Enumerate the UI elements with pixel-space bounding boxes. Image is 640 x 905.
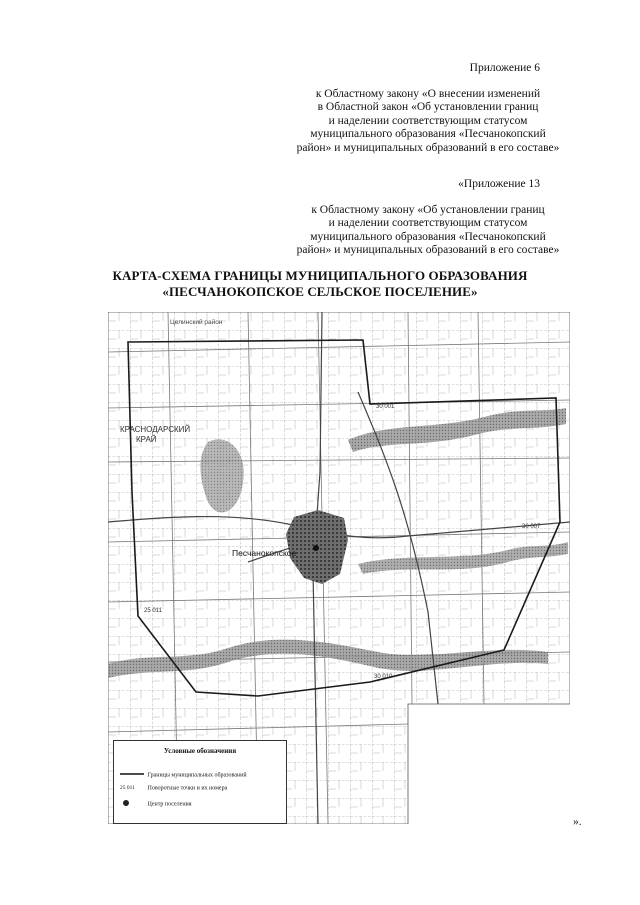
annex-6-line: муниципального образования «Песчанокопский bbox=[310, 128, 546, 140]
annex-13-line: район» и муниципальных образований в его составе» bbox=[296, 244, 560, 256]
legend-title: Условные обозначения bbox=[163, 747, 237, 755]
map-title-line-1: КАРТА-СХЕМА ГРАНИЦЫ МУНИЦИПАЛЬНОГО ОБРАЗОВАНИЯ bbox=[112, 268, 528, 283]
legend-row-boundary bbox=[120, 771, 247, 779]
closing-quote: ». bbox=[573, 816, 582, 828]
region-label: КРАСНОДАРСКИЙ bbox=[120, 425, 191, 434]
annex-6-line: район» и муниципальных образований в его составе» bbox=[296, 141, 560, 154]
turning-point-label: 30 010 bbox=[374, 674, 393, 680]
annex-13-header bbox=[268, 178, 588, 258]
legend-boundary-label: Границы муниципальных образований bbox=[147, 772, 247, 779]
map-legend bbox=[113, 740, 287, 824]
annex-13-line: и наделении соответствующим статусом bbox=[328, 217, 528, 229]
annex-6-title: Приложение 6 bbox=[469, 62, 540, 74]
turning-point-label: 25 011 bbox=[144, 608, 162, 614]
annex-6-line: и наделении соответствующим статусом bbox=[328, 114, 528, 127]
map-title bbox=[0, 268, 640, 299]
annex-13-line: муниципального образования «Песчанокопский bbox=[310, 230, 546, 243]
north-label: Целинский район bbox=[170, 319, 223, 326]
annex-6-line: в Областной закон «Об установлении границ bbox=[317, 101, 539, 113]
annex-13-line: к Областному закону «Об установлении границ bbox=[311, 203, 545, 216]
region-label-2: КРАЙ bbox=[136, 435, 157, 444]
legend-points-label: Поворотные точки и их номера bbox=[147, 785, 228, 792]
center-dot-icon bbox=[120, 799, 146, 809]
annex-6-header bbox=[268, 62, 588, 155]
turning-point-icon: 25 011 bbox=[120, 785, 135, 791]
annex-6-line: к Областному закону «О внесении изменений bbox=[315, 87, 541, 100]
turning-point-label: 30 001 bbox=[376, 404, 395, 410]
legend-row-center bbox=[120, 799, 192, 809]
legend-row-points bbox=[120, 785, 227, 791]
turning-point-label: 30 007 bbox=[522, 524, 541, 530]
legend-center-label: Центр поселения bbox=[147, 801, 192, 808]
annex-13-title: «Приложение 13 bbox=[458, 178, 540, 190]
map-title-line-2: «ПЕСЧАНОКОПСКОЕ СЕЛЬСКОЕ ПОСЕЛЕНИЕ» bbox=[162, 283, 478, 299]
settlement-center-marker bbox=[313, 545, 319, 551]
boundary-line-icon bbox=[120, 771, 146, 779]
settlement-label: Песчанокопское bbox=[232, 548, 297, 558]
